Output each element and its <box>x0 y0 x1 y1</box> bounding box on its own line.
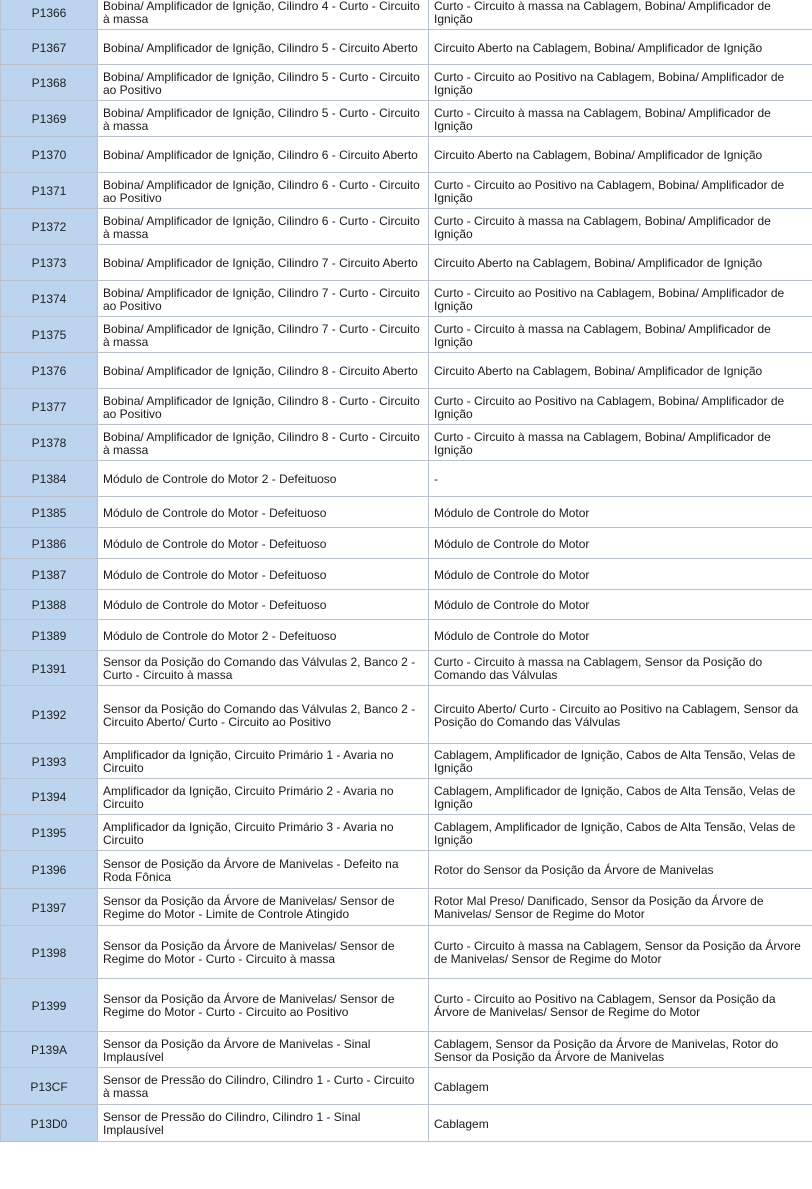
fault-code-cell: P1374 <box>1 281 98 317</box>
table-row <box>1 979 812 1032</box>
table-row <box>1 173 812 209</box>
fault-description-cell: Sensor da Posição do Comando das Válvulas 2, Banco 2 - Circuito Aberto/ Curto - Circuito ao Positivo <box>98 686 429 744</box>
fault-code-cell: P1392 <box>1 686 98 744</box>
possible-cause-cell: Cablagem, Amplificador de Ignição, Cabos de Alta Tensão, Velas de Ignição <box>429 815 812 851</box>
fault-description-cell: Amplificador da Ignição, Circuito Primário 2 - Avaria no Circuito <box>98 779 429 815</box>
table-row <box>1 779 812 815</box>
fault-code-cell: P1368 <box>1 65 98 101</box>
possible-cause-cell: Curto - Circuito à massa na Cablagem, Bobina/ Amplificador de Ignição <box>429 317 812 353</box>
possible-cause-cell: Circuito Aberto na Cablagem, Bobina/ Amplificador de Ignição <box>429 245 812 281</box>
fault-code-cell: P1393 <box>1 744 98 779</box>
possible-cause-cell: Curto - Circuito à massa na Cablagem, Sensor da Posição do Comando das Válvulas <box>429 651 812 686</box>
possible-cause-cell: Circuito Aberto na Cablagem, Bobina/ Amplificador de Ignição <box>429 137 812 173</box>
possible-cause-cell: Módulo de Controle do Motor <box>429 497 812 528</box>
fault-description-cell: Sensor da Posição da Árvore de Manivelas/ Sensor de Regime do Motor - Curto - Circuito ao Positivo <box>98 979 429 1032</box>
fault-code-cell: P1372 <box>1 209 98 245</box>
fault-code-cell: P1375 <box>1 317 98 353</box>
table-row <box>1 686 812 744</box>
fault-description-cell: Sensor da Posição da Árvore de Manivelas/ Sensor de Regime do Motor - Limite de Controle Atingido <box>98 889 429 926</box>
table-row <box>1 389 812 425</box>
table-row <box>1 620 812 651</box>
possible-cause-cell: Curto - Circuito ao Positivo na Cablagem, Bobina/ Amplificador de Ignição <box>429 65 812 101</box>
fault-code-cell: P1389 <box>1 620 98 651</box>
possible-cause-cell: - <box>429 461 812 497</box>
possible-cause-cell: Curto - Circuito à massa na Cablagem, Bobina/ Amplificador de Ignição <box>429 101 812 137</box>
fault-description-cell: Bobina/ Amplificador de Ignição, Cilindro 6 - Curto - Circuito ao Positivo <box>98 173 429 209</box>
fault-code-cell: P1386 <box>1 528 98 559</box>
possible-cause-cell: Curto - Circuito ao Positivo na Cablagem, Bobina/ Amplificador de Ignição <box>429 389 812 425</box>
fault-code-cell: P1395 <box>1 815 98 851</box>
fault-description-cell: Amplificador da Ignição, Circuito Primário 1 - Avaria no Circuito <box>98 744 429 779</box>
possible-cause-cell: Módulo de Controle do Motor <box>429 528 812 559</box>
table-row <box>1 851 812 889</box>
fault-code-cell: P139A <box>1 1032 98 1068</box>
fault-code-cell: P1373 <box>1 245 98 281</box>
fault-code-table-body <box>1 0 812 1142</box>
fault-code-cell: P1369 <box>1 101 98 137</box>
fault-code-cell: P1377 <box>1 389 98 425</box>
table-row <box>1 353 812 389</box>
fault-code-cell: P1396 <box>1 851 98 889</box>
fault-code-cell: P1394 <box>1 779 98 815</box>
possible-cause-cell: Módulo de Controle do Motor <box>429 559 812 590</box>
possible-cause-cell: Cablagem, Sensor da Posição da Árvore de Manivelas, Rotor do Sensor da Posição da Árvore de Manivelas <box>429 1032 812 1068</box>
table-row <box>1 0 812 30</box>
fault-code-cell: P1370 <box>1 137 98 173</box>
fault-description-cell: Bobina/ Amplificador de Ignição, Cilindro 5 - Circuito Aberto <box>98 30 429 65</box>
fault-description-cell: Bobina/ Amplificador de Ignição, Cilindro 6 - Curto - Circuito à massa <box>98 209 429 245</box>
fault-description-cell: Sensor de Pressão do Cilindro, Cilindro 1 - Curto - Circuito à massa <box>98 1068 429 1105</box>
possible-cause-cell: Cablagem, Amplificador de Ignição, Cabos de Alta Tensão, Velas de Ignição <box>429 779 812 815</box>
fault-description-cell: Bobina/ Amplificador de Ignição, Cilindro 7 - Curto - Circuito à massa <box>98 317 429 353</box>
table-row <box>1 590 812 620</box>
possible-cause-cell: Curto - Circuito à massa na Cablagem, Sensor da Posição da Árvore de Manivelas/ Sensor de Regime do Motor <box>429 926 812 979</box>
fault-description-cell: Sensor da Posição da Árvore de Manivelas/ Sensor de Regime do Motor - Curto - Circuito à massa <box>98 926 429 979</box>
possible-cause-cell: Curto - Circuito à massa na Cablagem, Bobina/ Amplificador de Ignição <box>429 209 812 245</box>
fault-description-cell: Bobina/ Amplificador de Ignição, Cilindro 8 - Curto - Circuito à massa <box>98 425 429 461</box>
table-row <box>1 101 812 137</box>
possible-cause-cell: Rotor do Sensor da Posição da Árvore de Manivelas <box>429 851 812 889</box>
fault-description-cell: Módulo de Controle do Motor - Defeituoso <box>98 559 429 590</box>
table-row <box>1 65 812 101</box>
table-row <box>1 1068 812 1105</box>
possible-cause-cell: Módulo de Controle do Motor <box>429 590 812 620</box>
possible-cause-cell: Curto - Circuito à massa na Cablagem, Bobina/ Amplificador de Ignição <box>429 425 812 461</box>
table-row <box>1 209 812 245</box>
table-row <box>1 497 812 528</box>
table-row <box>1 926 812 979</box>
table-row <box>1 245 812 281</box>
table-row <box>1 889 812 926</box>
table-row <box>1 651 812 686</box>
fault-code-cell: P1378 <box>1 425 98 461</box>
table-row <box>1 1032 812 1068</box>
fault-description-cell: Bobina/ Amplificador de Ignição, Cilindro 6 - Circuito Aberto <box>98 137 429 173</box>
table-row <box>1 461 812 497</box>
fault-description-cell: Módulo de Controle do Motor 2 - Defeituoso <box>98 461 429 497</box>
fault-description-cell: Bobina/ Amplificador de Ignição, Cilindro 8 - Curto - Circuito ao Positivo <box>98 389 429 425</box>
fault-code-cell: P1367 <box>1 30 98 65</box>
possible-cause-cell: Curto - Circuito ao Positivo na Cablagem, Sensor da Posição da Árvore de Manivelas/ Sensor de Regime do Motor <box>429 979 812 1032</box>
possible-cause-cell: Curto - Circuito à massa na Cablagem, Bobina/ Amplificador de Ignição <box>429 0 812 30</box>
fault-code-cell: P1399 <box>1 979 98 1032</box>
fault-code-cell: P1387 <box>1 559 98 590</box>
fault-code-cell: P1398 <box>1 926 98 979</box>
possible-cause-cell: Circuito Aberto na Cablagem, Bobina/ Amplificador de Ignição <box>429 353 812 389</box>
fault-code-cell: P1388 <box>1 590 98 620</box>
fault-code-cell: P1366 <box>1 0 98 30</box>
fault-description-cell: Módulo de Controle do Motor - Defeituoso <box>98 590 429 620</box>
fault-code-cell: P1397 <box>1 889 98 926</box>
fault-description-cell: Sensor de Posição da Árvore de Manivelas - Defeito na Roda Fônica <box>98 851 429 889</box>
table-row <box>1 1105 812 1142</box>
fault-description-cell: Bobina/ Amplificador de Ignição, Cilindro 7 - Circuito Aberto <box>98 245 429 281</box>
fault-description-cell: Sensor de Pressão do Cilindro, Cilindro 1 - Sinal Implausível <box>98 1105 429 1142</box>
fault-code-cell: P1371 <box>1 173 98 209</box>
fault-description-cell: Sensor da Posição do Comando das Válvulas 2, Banco 2 - Curto - Circuito à massa <box>98 651 429 686</box>
fault-code-cell: P13D0 <box>1 1105 98 1142</box>
fault-description-cell: Módulo de Controle do Motor 2 - Defeituoso <box>98 620 429 651</box>
fault-description-cell: Amplificador da Ignição, Circuito Primário 3 - Avaria no Circuito <box>98 815 429 851</box>
fault-code-cell: P1391 <box>1 651 98 686</box>
possible-cause-cell: Cablagem <box>429 1068 812 1105</box>
fault-code-cell: P1385 <box>1 497 98 528</box>
possible-cause-cell: Rotor Mal Preso/ Danificado, Sensor da Posição da Árvore de Manivelas/ Sensor de Regime do Motor <box>429 889 812 926</box>
fault-description-cell: Bobina/ Amplificador de Ignição, Cilindro 8 - Circuito Aberto <box>98 353 429 389</box>
table-row <box>1 317 812 353</box>
fault-code-cell: P13CF <box>1 1068 98 1105</box>
fault-description-cell: Sensor da Posição da Árvore de Manivelas - Sinal Implausível <box>98 1032 429 1068</box>
table-row <box>1 137 812 173</box>
table-row <box>1 815 812 851</box>
fault-code-cell: P1376 <box>1 353 98 389</box>
table-row <box>1 744 812 779</box>
possible-cause-cell: Cablagem, Amplificador de Ignição, Cabos de Alta Tensão, Velas de Ignição <box>429 744 812 779</box>
possible-cause-cell: Curto - Circuito ao Positivo na Cablagem, Bobina/ Amplificador de Ignição <box>429 173 812 209</box>
table-row <box>1 30 812 65</box>
possible-cause-cell: Módulo de Controle do Motor <box>429 620 812 651</box>
table-row <box>1 425 812 461</box>
table-row <box>1 528 812 559</box>
table-row <box>1 559 812 590</box>
fault-code-cell: P1384 <box>1 461 98 497</box>
fault-description-cell: Bobina/ Amplificador de Ignição, Cilindro 5 - Curto - Circuito ao Positivo <box>98 65 429 101</box>
fault-description-cell: Bobina/ Amplificador de Ignição, Cilindro 5 - Curto - Circuito à massa <box>98 101 429 137</box>
possible-cause-cell: Curto - Circuito ao Positivo na Cablagem, Bobina/ Amplificador de Ignição <box>429 281 812 317</box>
fault-description-cell: Módulo de Controle do Motor - Defeituoso <box>98 497 429 528</box>
possible-cause-cell: Circuito Aberto/ Curto - Circuito ao Positivo na Cablagem, Sensor da Posição do Comando das Válvulas <box>429 686 812 744</box>
fault-description-cell: Bobina/ Amplificador de Ignição, Cilindro 7 - Curto - Circuito ao Positivo <box>98 281 429 317</box>
possible-cause-cell: Cablagem <box>429 1105 812 1142</box>
table-row <box>1 281 812 317</box>
fault-description-cell: Bobina/ Amplificador de Ignição, Cilindro 4 - Curto - Circuito à massa <box>98 0 429 30</box>
possible-cause-cell: Circuito Aberto na Cablagem, Bobina/ Amplificador de Ignição <box>429 30 812 65</box>
fault-description-cell: Módulo de Controle do Motor - Defeituoso <box>98 528 429 559</box>
